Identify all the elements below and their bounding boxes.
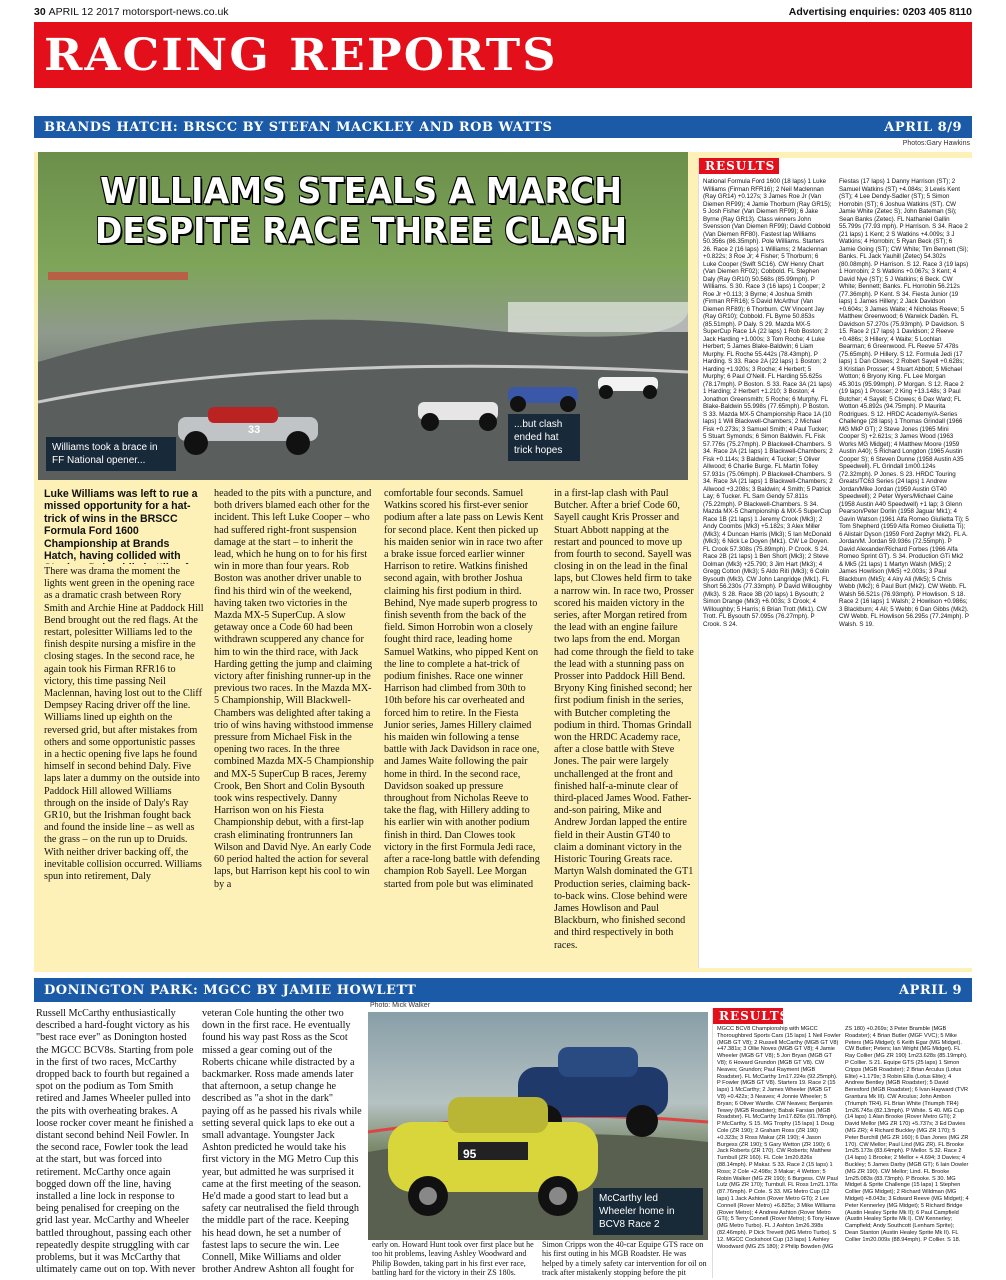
donington-results-title: RESULTS [713, 1008, 783, 1024]
brands-headline: WILLIAMS STEALS A MARCH DESPITE RACE THREE CLASH [94, 171, 628, 252]
brands-col3: comfortable four seconds. Samuel Watkins scored his first-ever senior podium after a late pass on Lewis Kent for second place. Kent then picked up his maiden senior win in race two after a brake issue forced earlier winner Harrison to retire. Watkins finished second again, with brother Joshua claiming his first podium in third. Behind, Nye made superb progress to finish seventh from the back of the field. Simon Horrobin won a closely fought third race, leading home Samuel Watkins, who pipped Kent on the line to complete a hat-trick of podium finishes. Race one winner Harrison had climbed from 30th to 10th before his car overheated and forced him to retire. In the Fiesta Junior series, James Hillery claimed his maiden win following a tense battle with Jack Davidson in race one, and James Waite following the pair home in third. In the second race, Davidson soaked up pressure throughout from Nicholas Reeve to take the flag, with Hillery adding to his earlier win with another podium finish in third. Dan Clowes took victory in the first Formula Jedi race, after a race-long battle with defending champion Rob Sayell. Lee Morgan started from pole but was eliminated [384, 488, 544, 890]
donington-car-number: 95 [463, 1147, 477, 1161]
page-number: 30 [34, 6, 46, 18]
brands-photo-credit: Photos:Gary Hawkins [902, 140, 970, 147]
brands-results-col1: National Formula Ford 1600 (18 laps) 1 Luke Williams (Firman RFR16); 2 Neil Maclennan (Ray GR14) +0.127s; 3 James Roe Jr (Van Diemen RF99); 4 Jamie Thorburn (Ray GR15); 5 Josh Fisher (Van Diemen RF99); 6 Jake Byrne (Ray GR13). Class winners John Svensson (Van Diemen RF99); David Cobbold (Van Diemen RF80). Fastest lap Williams 50.356s (86.35mph). Pole Williams. Starters 26. Race 2 (16 laps) 1 Williams; 2 Maclennan +0.822s; 3 Roe Jr; 4 Fisher; 5 Thorburn; 6 Luke Cooper (Swift SC16). CW Henry Chart (Van Diemen RF02); Cobbold. FL Stephen Daly (Ray GR10) 50.568s (85.99mph). P Williams. S 30. Race 3 (16 laps) 1 Cooper; 2 Roe Jr +0.113; 3 Byrne; 4 Joshua Smith (Firman RFR16); 5 David McArthur (Van Diemen RF89); 6 Thorburn. CW Vincent Jay (Ray GR10); Cobbold. FL Byrne 50.853s (85.51mph). P Daly. S 29. Mazda MX-5 SuperCup Race 1A (22 laps) 1 Rob Boston; 2 Jack Harding +1.000s; 3 Tom Roche; 4 Luke Herbert; 5 James Blake-Baldwin; 6 Liam Murphy. FL Roche 55.442s (78.43mph). P Harding. S 33. Race 2A (22 laps) 1 Boston; 2 Harding +1.920s; 3 Roche; 4 Herbert; 5 Murphy; 6 Paul O'Neill. FL Harding 55.625s (78.17mph). P Boston. S 33. Race 3A (21 laps) 1 Harding; 2 Herbert +1.210; 3 Boston; 4 Jonathon Greensmith; 5 Roche; 6 Murphy. FL Blake-Baldwin 55.998s (77.65mph). P Boston. S 33. Mazda MX-5 Championship Race 1A (10 laps) 1 Will Blackwell-Chambers; 2 Michael Fisk +0.273s; 3 Samuel Smith; 4 Paul Tucker; 5 Stuart Symonds; 6 Simon Baldwin. FL Fisk 57.776s (75.27mph). P Blackwell-Chambers. S 34. Race 2A (21 laps) 1 Blackwell-Chambers; 2 Fisk +0.114s; 3 Baldwin; 4 Tucker; 5 Oliver Allwood; 6 Charlie Burge. FL Martin Tolley 57.931s (75.06mph). P Blackwell-Chambers. S 34. Race 3A (21 laps) 1 Blackwell-Chambers; 2 Allwood +3.208s; 3 Baldwin; 4 Smith; 5 Patrick Lay; 6 Tucker. FL Sam Gendy 57.811s (75.22mph). P Blackwell-Chambers. S 34. Mazda MX-5 Championship & MX-5 SuperCup Race 1B (21 laps) 1 Jeremy Crook (Mk3); 2 Andy Coombs (Mk3) +5.182s; 3 Alex Miller (Mk3); 4 Duncan Harris (Mk3); 5 Ian McDonald (Mk3); 6 Nick Le Doyen (Mk1). CW Le Doyen. FL Crook 57.308s (75.89mph). P Crook. S 24. Race 2B (21 laps) 1 Ben Short (Mk3); 2 Steve Dolman (Mk3) +25.790; 3 Jim Hart (Mk3); 4 Gregg Cotton (Mk3); 5 Aldo Riti (Mk3); 6 Colin Bysouth (Mk3). CW John Langridge (Mk1). FL Short 56.230s (77.33mph). P David Willoughby (Mk3). S 28. Race 3B (20 laps) 1 Bysouth; 2 Simon Drange (Mk3) +6.003s; 3 Crook; 4 Willoughby; 5 Harris; 6 Brian Trott (Mk1). CW Trott. FL Bysouth 57.095s (76.27mph). P Crook. S 24. [703, 178, 833, 628]
donington-photo-credit: Photo: Mick Walker [370, 1002, 431, 1009]
brands-strip-date: APRIL 8/9 [884, 119, 962, 135]
section-header [34, 22, 972, 88]
brands-results-col2: Fiestas (17 laps) 1 Danny Harrison (ST); 2 Samuel Watkins (ST) +4.084s; 3 Lewis Kent (ST); 4 Lee Dendy-Sadler (ST); 5 Simon Horrobin (ST); 6 Joshua Watkins (ST). CW Jamie White (Zetec S); John Bateman (Si); Sean Banks (Zetec). FL Nathaniel Gallin 55.799s (77.93 mph). P Harrison. S 34. Race 2 (21 laps) 1 Kent; 2 S Watkins +4.009s; 3 J Watkins; 4 Horrobin; 5 Ryan Beck (ST); 6 Jamie Going (ST); CW White; Tim Bennett (Si); Banks. FL Jack Yauhill (Zetec) 54.302s (80.08mph). P Harrison. S 12. Race 3 (19 laps) 1 Horrobin; 2 S Watkins +0.067s; 3 Kent; 4 David Nye (ST); 5 J Watkins; 6 Beck. CW White; Bennett; Banks. FL Horrobin 56.212s (77.36mph). P Kent. S 34. Fiesta Junior (19 laps) 1 James Hillery; 2 Jack Davidson +0.604s; 3 James Waite; 4 Nicholas Reeve; 5 Matthew Greenwood; 6 Warwick Dadén. FL Davidson 57.270s (75.93mph). P Davidson. S 15. Race 2 (17 laps) 1 Davidson; 2 Reeve +0.486s; 3 Hillery; 4 Waite; 5 Lochlan Bearman; 6 Greenwood. FL Reeve 57.478s (75.65mph). P Hillery. S 12. Formula Jedi (17 laps) 1 Dan Clowes; 2 Robert Sayell +0.628s; 3 Kristian Prosser; 4 Stuart Abbott; 5 Michael Wotton; 6 Bryony King. FL Lee Morgan 45.301s (95.99mph). P Morgan. S 12. Race 2 (19 laps) 1 Prosser; 2 King +13.148s; 3 Paul Butcher; 4 Sayell; 5 Clowes; 6 Dax Ward; FL Wotton 45.892s (94.75mph). P Maurita Rodrigues. S 12. HRDC Academy/A-Series Challenge (28 laps) 1 Thomas Grindall (1966 MG MkP GT); 2 Steve Jones (1965 Mini Cooper S) +2.621s; 3 James Wood (1963 Works MG Midget); 4 Matthew Moore (1959 Austin A40); 5 Richard Longdon (1965 Austin Cooper S); 6 Steven Dunne (1958 Austin A35 Speedwell). FL Grindall 1m00.124s (72.32mph). P Jones. S 23. HRDC Touring Greats/TC63 Series (24 laps) 1 Andrew Jordan/Mike Jordan (1959 Austin GT40 Speedwell); 2 Peter Wyers/Michael Caine (1958 Austin A40 Speedwell) +1 lap; 3 Glenn Pearson/Peter Dorlin (1958 Jaguar Mk1); 4 Gavin Watson (1961 Alfa Romeo Giulietta Ti); 5 Tom Shepherd (1959 Alfa Romeo Giulietta Ti); 6 Alistair Dyson (1959 Ford Zephyr Mk2). FL A. Jordan/M. Jordan 59.936s (72.55mph). P David Alexander/Richard Forbes (1966 Alfa Romeo Sprint GT). S 34. Production GTi Mk2 & Mk5 (21 laps) 1 Martyn Walsh (Mk5); 2 James Howlison (Mk5) +2.003s; 3 Paul Blackburn (Mk5); 4 Alry Ali (Mk5); 5 Chris Webb (Mk2); 6 Paul Burt (Mk2). CW Webb. FL Walsh 56.521s (76.93mph). P Howlison. S 18. Race 2 (16 laps) 1 Walsh; 2 Howlison +0.986s; 3 Blackburn; 4 Ali; 5 Webb; 6 Dan Gibbs (Mk2). CW Webb. FL Howlison 56.295s (77.24mph). P Walsh. S 19. [839, 178, 969, 628]
brands-race-photo [38, 152, 688, 480]
donington-col4: Simon Cripps won the 40-car Equipe GTS race on his first outing in his MGB Roadster. He was helped by a timely safety car intervention for oil on track after mistakenly stopping before the pit [542, 1240, 707, 1278]
donington-strip-date: APRIL 9 [899, 982, 962, 998]
brands-results-title: RESULTS [699, 158, 779, 174]
car-number: 33 [248, 424, 261, 436]
donington-race-photo [368, 1012, 708, 1240]
donington-results-col1: MGCC BCV8 Championship with MGCC Thoroughbred Sports Cars (15 laps) 1 Neil Fowler (MGB GT V8); 2 Russell McCarthy (MGB GT V8) +47.381s; 3 Ollie Noves (MGB GT V8); 4 Jamie Wheeler (MGB GT V8); 5 Jon Bryan (MGB GT V8); 6 Howard Grundon (MGB GT V8). CW Neaves; Grundon; Paul Rayment (MGB Roadster). FL McCarthy 1m17.224s (92.25mph). P Fowler (MGB GT V8). Starters 19. Race 2 (15 laps) 1 McCarthy; 2 James Wheeler (MGB GT V8) +0.422s; 3 Neaves; 4 Jonnie Wheeler; 5 Bryan; 6 Oliver Wardle. CW Neaves; Benjamin Tewey (MGB Roadster); Babak Farsian (MGB Roadster). FL McCarthy 1m17.826s (91.78mph). P McCarthy. S 15. MG Trophy (15 laps) 1 Doug Cole (ZR 190); 2 Graham Ross (ZR 190) +0.323s; 3 Ross Makar (ZR 190); 4 Jason Burgess (ZR 190); 5 Gary Wetton (ZR 190); 6 Jack Roberts (ZR 170). CW Roberts; Matthew Turnbull (ZR 160). FL Cole 1m20.826s (88.14mph). P Makar. S 33. Race 2 (15 laps) 1 Ross; 2 Cole +2.498s; 3 Makar; 4 Wetton; 5 Robin Walker (MG ZR 190); 6 Burgess. CW Paul Lutz (MG ZR 170); Turnbull. FL Ross 1m21.176s (87.76mph). P Cole. S 33. MG Metro Cup (12 laps) 1 Jack Ashton (Rover Metro GTi); 2 Lee Connell (Rover Metro) +6.825s; 3 Mike Williams (Rover Metro); 4 Andrew Ashton (Rover Metro GTi); 5 Terry Connell (Rover Metro); 6 Tony Hawe (MG Metro Turbo). FL J Ashton 1m26.398s (82.46mph). P Dick Trevett (MG Metro Turbo). S 12. MGCC Cockshoot Cup (13 laps) 1 Ashley Woodward (MG ZS 180); 2 Philip Bowden (MG [717, 1026, 841, 1250]
donington-strip [34, 978, 972, 1002]
brands-col2: headed to the pits with a puncture, and both drivers blamed each other for the incident. This left Luke Cooper – who had suffered right-front suspension damage at the start – to inherit the lead, which he hung on to for his first win in more than four years. Rob Boston was another driver unable to find his third win of the weekend, having taken two victories in the Mazda MX-5 SuperCup. A slow getaway once a Code 60 had been withdrawn scuppered any chance for him to win the third race, with Jack Harding getting the jump and claiming victory after finishing runner-up in the previous two races. In the Mazda MX-5 Championship, Will Blackwell-Chambers was delighted after taking a trio of wins having withstood immense pressure from Michael Fisk in the opening two races. In the three combined Mazda MX-5 Championship and MX-5 SuperCup B races, Jeremy Crook, Ben Short and Colin Bysouth took wins respectively. Danny Harrison won on his Fiesta Championship debut, with a first-lap crash eliminating frontrunners Ian Wilson and David Nye. An early Code 60 period halted the action for several laps, but Harrison kept his cool to win by a [214, 488, 374, 890]
brands-caption-left: Williams took a brace in FF National opener... [46, 437, 176, 471]
donington-col3: early on. Howard Hunt took over first place but he too hit problems, leaving Ashley Woodward and Philip Bowden, taking part in his first ever race, battling hard for the victory in their ZS 180s. [372, 1240, 534, 1278]
donington-caption: McCarthy led Wheeler home in BCV8 Race 2 [593, 1188, 703, 1235]
donington-strip-title: DONINGTON PARK: MGCC BY JAMIE HOWLETT [44, 982, 417, 998]
advertising-enquiries: Advertising enquiries: 0203 405 8110 [788, 6, 972, 18]
donington-results-panel [712, 1008, 972, 1278]
brands-lead: Luke Williams was left to rue a missed opportunity for a hat-trick of wins in the BRSCC Formula Ford 1600 Championship at Brands Hatch, having collided with [44, 488, 198, 563]
brands-col4: in a first-lap clash with Paul Butcher. After a brief Code 60, Sayell caught Kris Prosser and Stuart Abbott napping at the restart and pounced to move up from fourth to second. Sayell was closing in on the lead in the final laps, but Clowes held firm to take a narrow win. In race two, Prosser scored his maiden victory in the series, after Morgan retired from the lead with an engine failure two laps from the end. Morgan had come through the field to take the lead with a stunning pass on Prosser into Paddock Hill Bend. Bryony King finished second; her first podium finish in the series, with Butcher completing the podium in third. Thomas Grindall won the HRDC Academy race, after a close battle with Steve Jones. The pair were largely unchallenged at the front and finished half-a-minute clear of third-placed James Wood. Father-and-son pairing, Mike and Andrew Jordan lapped the entire field in their Austin GT40 to claim a dominant victory in the Historic Touring Greats race. Martyn Walsh dominated the GT1 Production series, claiming back-to-back wins. Close behind were James Howlison and Paul Blackburn, who finished second and third respectively in both races. [554, 488, 694, 951]
brands-strip [34, 116, 972, 138]
brands-strip-title: BRANDS HATCH: BRSCC BY STEFAN MACKLEY AND ROB WATTS [44, 119, 553, 135]
donington-results-col2: ZS 180) +0.269s; 3 Peter Bramble (MGB Roadster); 4 Brian Butler (MGF VVC); 5 Mike Peters (MG Midget); 6 Keith Egar (MG Midget). CW Butler; Peters; Ian Wright (MG Midget). FL Ray Collier (MG ZR 190) 1m23.628s (85.19mph). P Collier. S 21. Equipe GTS (25 laps) 1 Simon Cripps (MGB Roadster); 2 Brian Arculus (Lotus Elite) +1.179s; 3 Robin Ellis (Lotus Elite); 4 Andrew Bentley (MGB Roadster); 5 David Beresford (MGB Roadster); 6 Ivan Hayward (TVR Grantura Mk III). CW Arculus; John Ambon (Triumph TR4). FL Brian White (Triumph TR4) 1m26.745s (82.13mph). P White. S 40. MG Cup (14 laps) 1 Alan Brooke (Rover Metro GTi); 2 David Mellor (MG ZR 170) +5.737s; 3 Ed Davies (MG ZR); 4 Richard Buckley (MG ZR 170); 5 Peter Burchill (MG ZR 160); 6 Dan Jones (MG ZR 170). CW Mellor; Paul Lind (MG ZR). FL Brooke 1m25.173s (83.64mph). P Mellor. S 32. Race 2 (14 laps) 1 Brooke; 2 Mellor + 4.694; 3 Davies; 4 Buckley; 5 James Darby (MGB GT); 6 Iain Dowler (MG ZR 190). CW Mellor; Lind. FL Brooke 1m25.083s (83.73mph). P Brooke. S 30. MG Midget & Sprite Challenge (15 laps) 1 Stephen Collier (MG Midget); 2 Richard Wildman (MG Midget) +8.043s; 3 Edward Reeve (MG Midget); 4 Peter Kennerley (MG Midget); 5 Richard Bridge (Austin Healey Sprite Mk II); 6 Paul Campfield (Austin Healey Sprite Mk I). CW Kennerley; Campfield; Andy Southcott (Lenham Sprite); Dean Stanton (Austin Healey Sprite Mk II). FL Collier 1m20.009s (88.94mph). P Collier. S 18. [845, 1026, 969, 1243]
section-title: RACING REPORTS [44, 30, 558, 81]
brands-col1: There was drama the moment the lights went green in the opening race as a dramatic crash between Rory Smith and Archie Hine at Paddock Hill Bend brought out the red flags. At the restart, polesitter Williams led to the finish despite nursing a misfire in the closing stages. In the second race, he again took his Firman RFR16 to victory, this time passing Neil Maclennan, having lost out to the Cliff Dempsey Racing driver off the line. Williams lined up eighth on the reversed grid, but after mistakes from others and some opportunistic passes in a hectic opening five laps he found himself in second behind Daly. Five laps later a dummy on the outside into Paddock Hill allowed Williams through on the inside of Daly's Ray GR10, but the Irishman fought back and found the inside line – as well as the grass – on the run up to Druids. With neither driver backing off, the inevitable collision occurred. Williams spun into retirement, Daly [44, 566, 204, 883]
page-number-date [34, 6, 229, 18]
donington-col1: Russell McCarthy enthusiastically described a hard-fought victory as his "best race ever" as Donington hosted the MGCC BCV8s. Starting from pole in the first of two races, McCarthy dropped back to fourth but regained a spot on the podium as Tom Smith retired and James Wheeler pulled into the pits with overheating brakes. A loose rocker cover meant he finished a distant second behind Neil Fowler. In the second race, Fowler took the lead at the start, but was forced into retirement. McCarthy once again bogged down off the line, having installed a line lock in response to being penalised for creeping on the grid last year. McCarthy and Wheeler battled throughout, passing each other repeatedly despite struggling with car problems, but it was McCarthy that ultimately came out on top. With never [36, 1008, 196, 1274]
brands-caption-right: ...but clash ended hat trick hopes [508, 414, 580, 461]
page-header [34, 4, 972, 20]
brands-results-panel [698, 158, 972, 968]
date-site: APRIL 12 2017 motorsport-news.co.uk [48, 6, 229, 18]
donington-col2: veteran Cole hunting the other two down in the first race. He eventually found his way past Ross as the Scot missed a gear coming out of the Roberts chicane while distracted by a backmarker. Ross made amends later that afternoon, a setup change he described as "a shot in the dark" paying off as he passed his rivals while setting several quick laps to eke out a small advantage. Youngster Jack Ashton predicted he would take his first victory in the MG Metro Cup this year, but admitted he was surprised it came at the first meeting of the season. He'd made a good start to lead but a safety car neutralised the field through the middle part of the race. Keeping his head down, he set a number of fastest laps to secure the win. Lee Connell, Mike Williams and older brother Andrew Ashton all fought for [202, 1008, 362, 1274]
